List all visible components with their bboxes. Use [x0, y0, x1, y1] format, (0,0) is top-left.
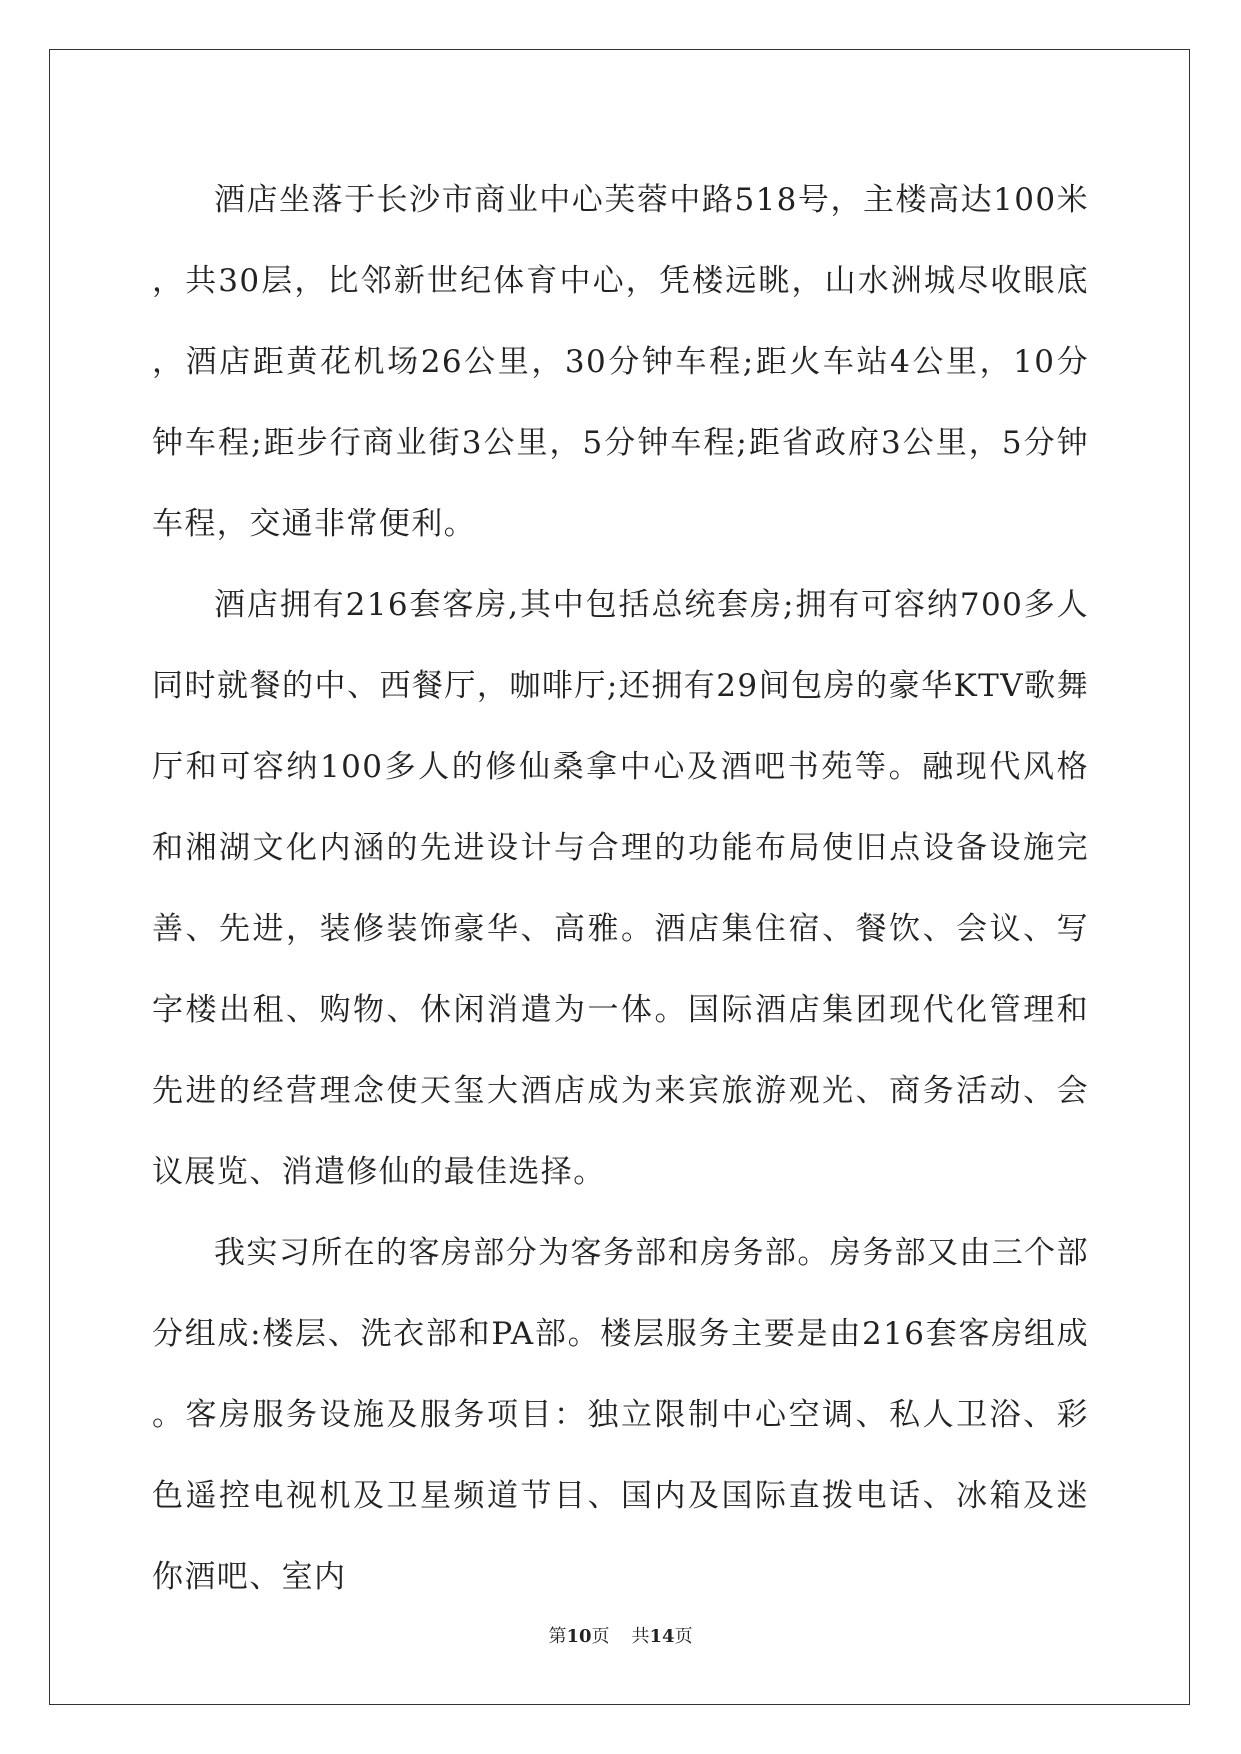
total-pages: 14 — [649, 1626, 675, 1647]
page-footer — [0, 1622, 1241, 1648]
page-number-suffix: 页 — [591, 1626, 610, 1647]
total-pages-prefix: 共 — [631, 1626, 650, 1647]
total-pages-suffix: 页 — [674, 1626, 693, 1647]
page-number: 10 — [566, 1626, 592, 1647]
paragraph-housekeeping-department: 我实习所在的客房部分为客务部和房务部。房务部又由三个部分组成:楼层、洗衣部和PA部。楼层服务主要是由216套客房组成。客房服务设施及服务项目：独立限制中心空调、私人卫浴、彩色遥控电视机及卫星频道节目、国内及国际直拨电话、冰箱及迷你酒吧、室内 — [152, 1235, 1089, 1595]
document-body — [152, 160, 1089, 1618]
paragraph-hotel-location: 酒店坐落于长沙市商业中心芙蓉中路518号，主楼高达100米，共30层，比邻新世纪体育中心，凭楼远眺，山水洲城尽收眼底，酒店距黄花机场26公里，30分钟车程;距火车站4公里，10分钟车程;距步行商业街3公里，5分钟车程;距省政府3公里，5分钟车程，交通非常便利。 — [152, 182, 1089, 542]
page-number-prefix: 第 — [548, 1626, 567, 1647]
paragraph-hotel-facilities: 酒店拥有216套客房,其中包括总统套房;拥有可容纳700多人同时就餐的中、西餐厅，咖啡厅;还拥有29间包房的豪华KTV歌舞厅和可容纳100多人的修仙桑拿中心及酒吧书苑等。融现代风格和湘湖文化内涵的先进设计与合理的功能布局使旧点设备设施完善、先进，装修装饰豪华、高雅。酒店集住宿、餐饮、会议、写字楼出租、购物、休闲消遣为一体。国际酒店集团现代化管理和先进的经营理念使天玺大酒店成为来宾旅游观光、商务活动、会议展览、消遣修仙的最佳选择。 — [152, 587, 1089, 1190]
